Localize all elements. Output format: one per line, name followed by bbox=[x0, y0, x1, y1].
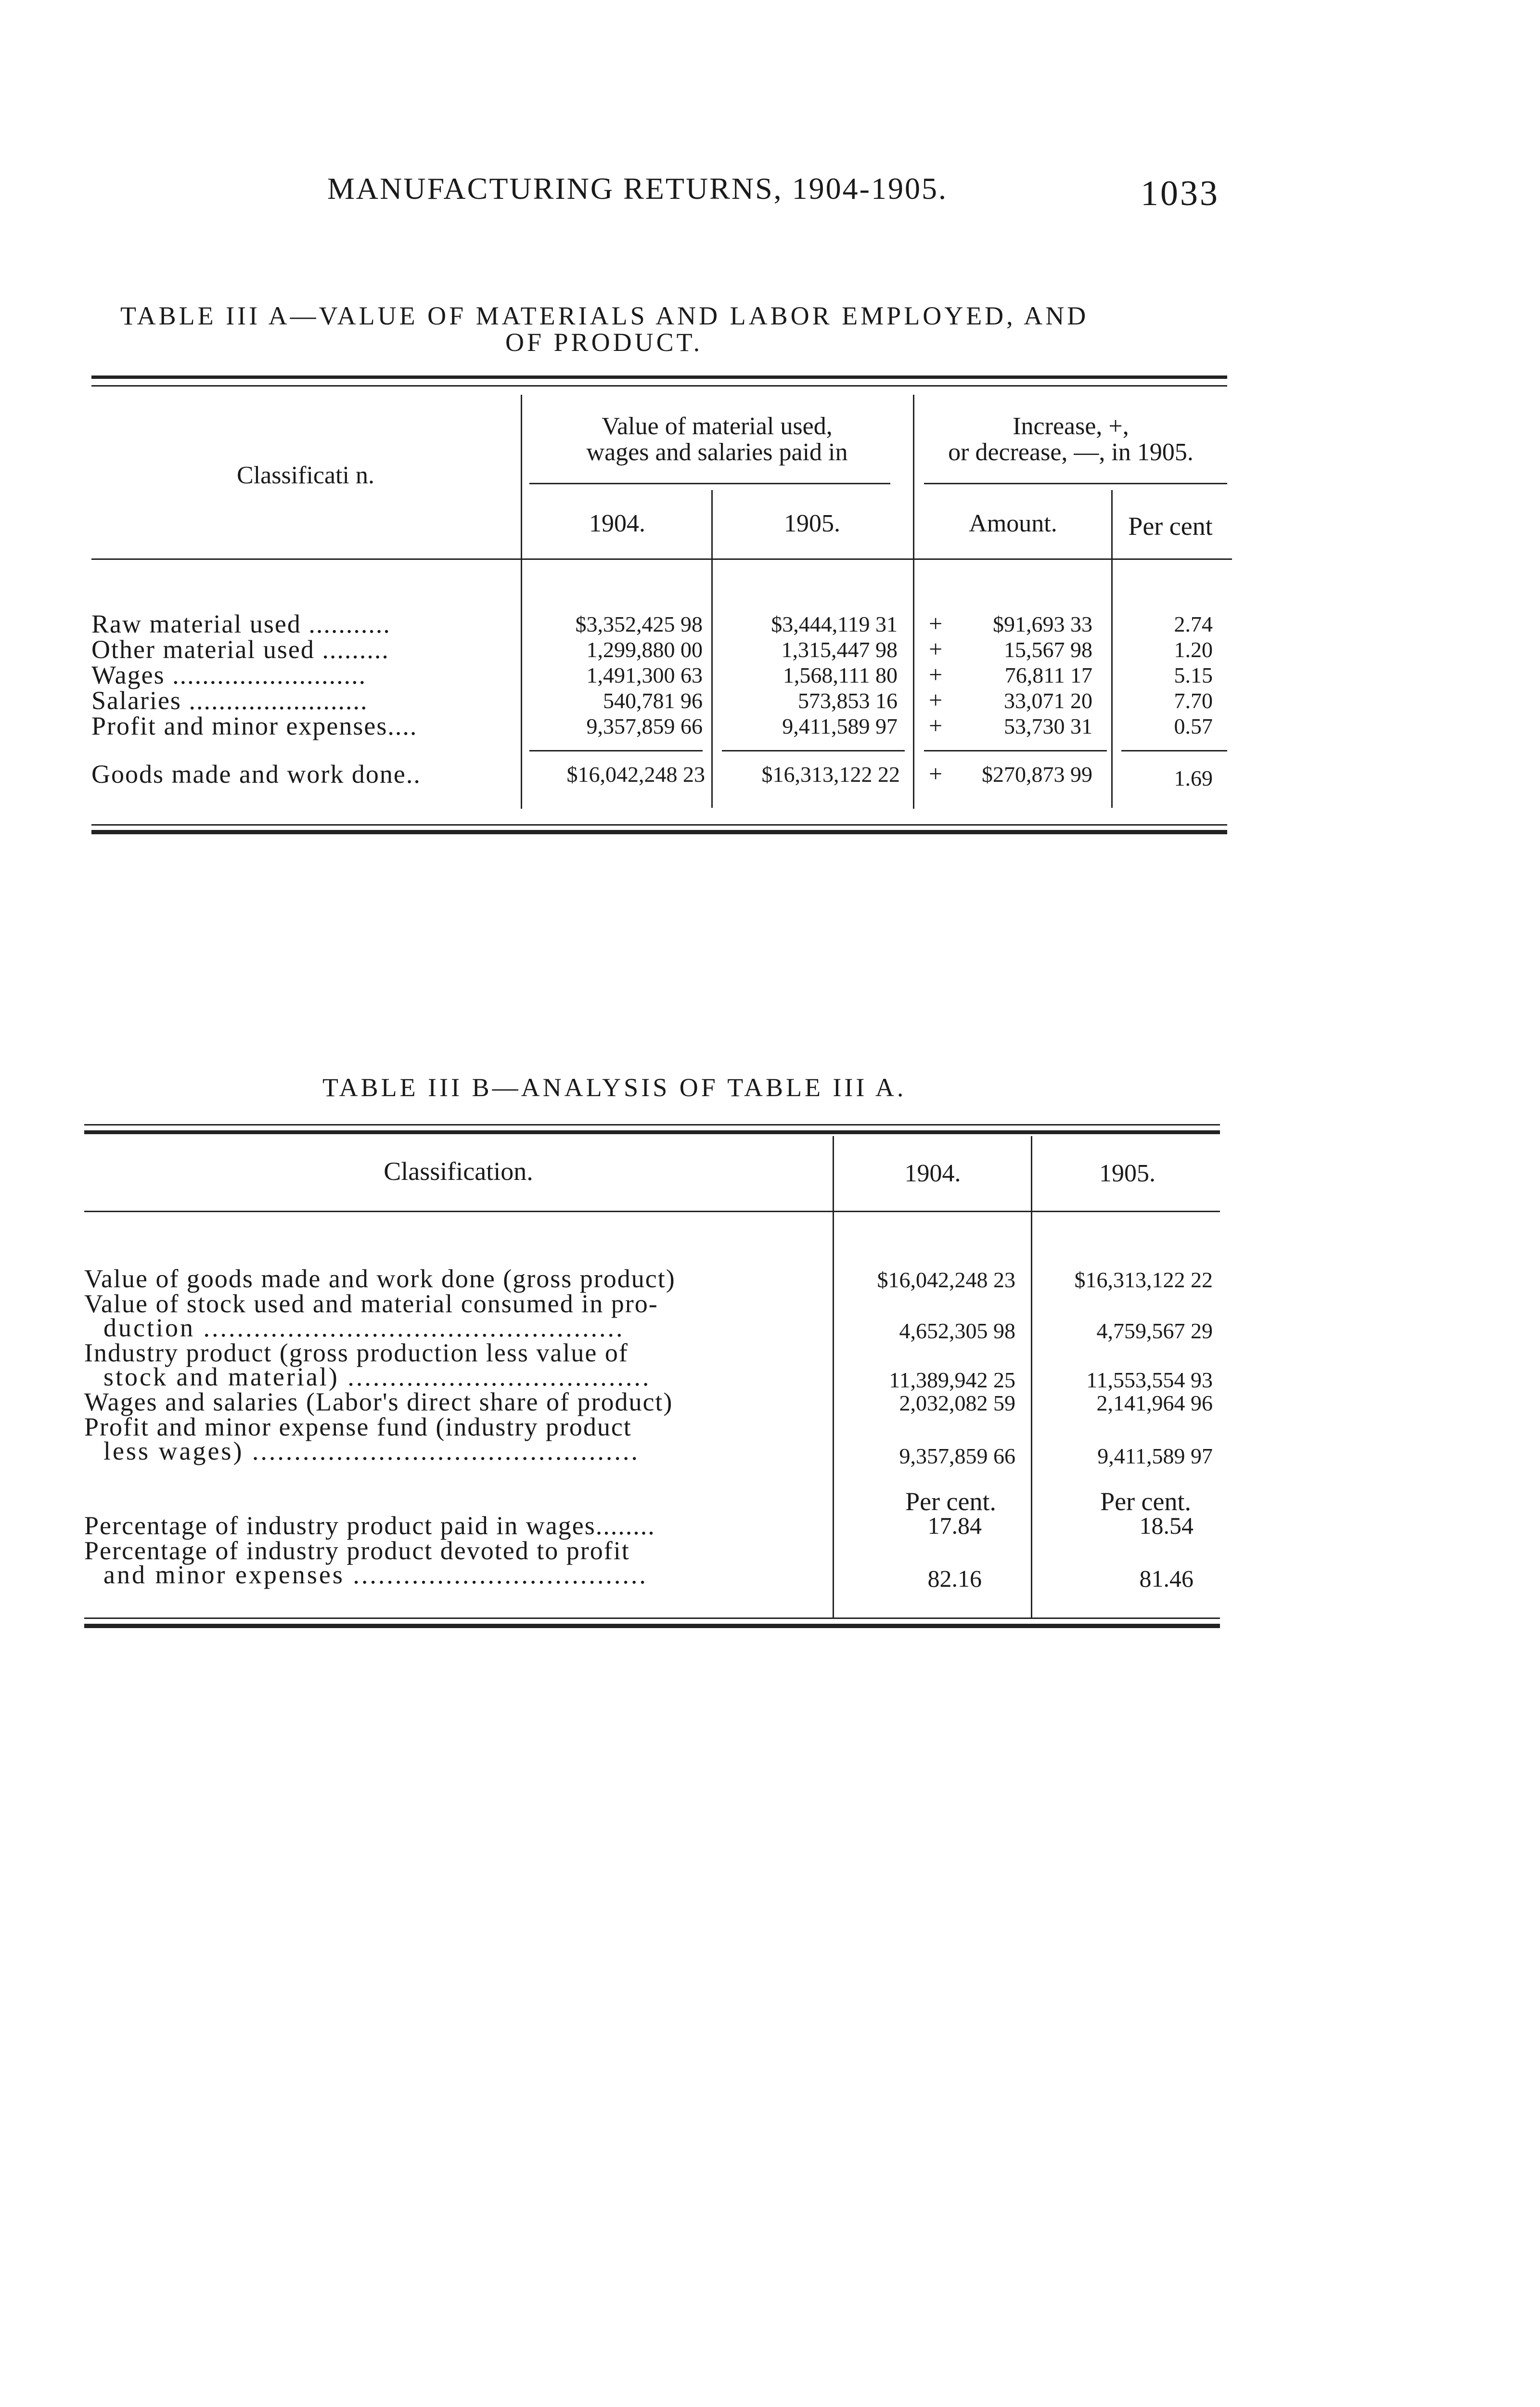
row-value-1905: 1,568,111 80 bbox=[783, 663, 898, 687]
table-a-col-value-line1: Value of material used, bbox=[602, 413, 833, 440]
row-value-1904: 11,389,942 25 bbox=[889, 1368, 1015, 1392]
table-b-bottom-rule-thin bbox=[84, 1618, 1220, 1619]
table-b-vline-1 bbox=[833, 1136, 834, 1618]
row-label-line1: Value of goods made and work done (gross product) bbox=[84, 1264, 676, 1293]
row-sign: + bbox=[929, 635, 943, 662]
row-value-1905: 9,411,589 97 bbox=[1097, 1444, 1213, 1468]
table-a-total-rule-amount bbox=[924, 750, 1107, 751]
table-b-top-rule bbox=[84, 1130, 1220, 1134]
row-value-1905: $3,444,119 31 bbox=[771, 612, 898, 636]
row-label: Other material used ......... bbox=[91, 635, 389, 664]
row-amount: 33,071 20 bbox=[1004, 688, 1092, 713]
total-amount: $270,873 99 bbox=[982, 762, 1092, 787]
row-value-1905: 573,853 16 bbox=[798, 688, 898, 713]
row-value-1904: 9,357,859 66 bbox=[586, 714, 703, 738]
table-b-caption: TABLE III B—ANALYSIS OF TABLE III A. bbox=[322, 1073, 907, 1102]
row-label: Wages .......................... bbox=[91, 660, 367, 689]
total-percent: 1.69 bbox=[1174, 766, 1213, 790]
total-label: Goods made and work done.. bbox=[91, 760, 421, 789]
table-a-col-classification: Classificati n. bbox=[237, 462, 374, 489]
row-value-1904: 1,299,880 00 bbox=[586, 637, 703, 662]
row-value-1904: 1,491,300 63 bbox=[586, 663, 703, 687]
table-a-top-rule-thin bbox=[91, 385, 1227, 387]
row-amount: 76,811 17 bbox=[1004, 663, 1092, 687]
row-sign: + bbox=[929, 610, 943, 637]
row-value-1904: $16,042,248 23 bbox=[877, 1268, 1015, 1292]
row-value-1905: 9,411,589 97 bbox=[782, 714, 898, 738]
table-a-col-value-line2: wages and salaries paid in bbox=[586, 439, 848, 466]
row-value-1905: 1,315,447 98 bbox=[781, 637, 898, 662]
row-sign: + bbox=[929, 686, 943, 713]
table-a-vline-2 bbox=[711, 490, 713, 808]
row-label-line1: Percentage of industry product devoted to profit bbox=[84, 1536, 630, 1565]
row-label-line2: and minor expenses ................................... bbox=[103, 1560, 648, 1589]
table-b-top-rule-thin bbox=[84, 1124, 1220, 1126]
table-a-col-change-line1: Increase, +, bbox=[1013, 413, 1129, 440]
row-value-1904: 17.84 bbox=[927, 1512, 982, 1539]
row-label: Profit and minor expenses.... bbox=[91, 712, 418, 740]
table-a-vline-3 bbox=[913, 395, 914, 809]
table-a-header-bottom-rule bbox=[91, 558, 1232, 560]
table-a-change-subrule bbox=[924, 483, 1227, 484]
table-a-col-change-line2: or decrease, —, in 1905. bbox=[948, 439, 1194, 466]
row-label-line1: Percentage of industry product paid in wages........ bbox=[84, 1511, 655, 1540]
table-a-total-rule-percent bbox=[1121, 750, 1227, 751]
row-percent: 2.74 bbox=[1174, 612, 1213, 636]
row-label: Raw material used ........... bbox=[91, 609, 391, 638]
table-b-col-1904: 1904. bbox=[904, 1160, 961, 1187]
row-percent: 7.70 bbox=[1174, 688, 1213, 713]
row-value-1904: 4,652,305 98 bbox=[899, 1319, 1015, 1343]
row-amount: $91,693 33 bbox=[993, 612, 1092, 636]
table-b-bottom-rule bbox=[84, 1624, 1220, 1628]
table-a-vline-1 bbox=[521, 395, 522, 809]
row-value-1905: $16,313,122 22 bbox=[1074, 1268, 1213, 1292]
row-value-1904: 9,357,859 66 bbox=[899, 1444, 1015, 1468]
table-a-bottom-rule bbox=[91, 830, 1227, 834]
total-sign: + bbox=[929, 760, 943, 787]
row-label-line2: stock and material) .................................... bbox=[103, 1362, 651, 1391]
row-label-line2: less wages) .............................................. bbox=[103, 1436, 640, 1465]
table-b-col-classification: Classification. bbox=[384, 1157, 533, 1186]
table-a-col-1905: 1905. bbox=[784, 510, 840, 537]
row-amount: 53,730 31 bbox=[1004, 714, 1092, 738]
table-a-total-rule-1905 bbox=[722, 750, 905, 751]
row-value-1905: 2,141,964 96 bbox=[1096, 1391, 1213, 1415]
percent-header-1904: Per cent. bbox=[905, 1487, 996, 1516]
row-label-line2: duction .................................................. bbox=[103, 1313, 625, 1342]
row-percent: 5.15 bbox=[1174, 663, 1213, 687]
row-label-line1: Profit and minor expense fund (industry product bbox=[84, 1412, 632, 1441]
table-a-vline-4 bbox=[1111, 490, 1113, 808]
table-a-col-amount: Amount. bbox=[969, 510, 1057, 537]
table-a-total-rule-1904 bbox=[529, 750, 703, 751]
table-a-caption-line1: TABLE III A—VALUE OF MATERIALS AND LABOR EMPLOYED, AND bbox=[120, 301, 1089, 330]
row-sign: + bbox=[929, 712, 943, 739]
row-value-1904: $3,352,425 98 bbox=[575, 612, 703, 636]
total-value-1904: $16,042,248 23 bbox=[566, 762, 705, 787]
row-value-1905: 11,553,554 93 bbox=[1086, 1368, 1213, 1392]
total-value-1905: $16,313,122 22 bbox=[761, 762, 900, 787]
row-percent: 0.57 bbox=[1174, 714, 1213, 738]
row-value-1905: 18.54 bbox=[1139, 1512, 1194, 1539]
table-a-value-subrule bbox=[529, 483, 890, 484]
table-a-col-1904: 1904. bbox=[589, 510, 645, 537]
percent-header-1905: Per cent. bbox=[1100, 1487, 1191, 1516]
table-a-col-percent: Per cent bbox=[1128, 512, 1213, 541]
row-label-line1: Value of stock used and material consumed in pro- bbox=[84, 1289, 658, 1318]
row-sign: + bbox=[929, 661, 943, 688]
row-value-1904: 2,032,082 59 bbox=[899, 1391, 1015, 1415]
table-a-caption-line2: OF PRODUCT. bbox=[505, 328, 703, 357]
row-amount: 15,567 98 bbox=[1004, 637, 1092, 662]
row-value-1905: 4,759,567 29 bbox=[1096, 1319, 1213, 1343]
running-title: MANUFACTURING RETURNS, 1904-1905. bbox=[327, 171, 948, 206]
page-number: 1033 bbox=[1141, 174, 1219, 213]
row-value-1904: 82.16 bbox=[927, 1565, 982, 1592]
table-a-bottom-rule-thin bbox=[91, 824, 1227, 826]
table-b-header-rule bbox=[84, 1211, 1220, 1212]
row-value-1904: 540,781 96 bbox=[603, 688, 703, 713]
table-a-top-rule bbox=[91, 375, 1227, 379]
table-b-vline-2 bbox=[1031, 1136, 1032, 1618]
table-b-col-1905: 1905. bbox=[1099, 1160, 1155, 1187]
row-percent: 1.20 bbox=[1174, 637, 1213, 662]
row-label-line1: Wages and salaries (Labor's direct share of product) bbox=[84, 1387, 673, 1416]
row-label: Salaries ........................ bbox=[91, 686, 368, 715]
row-value-1905: 81.46 bbox=[1139, 1565, 1194, 1592]
row-label-line1: Industry product (gross production less value of bbox=[84, 1338, 629, 1367]
